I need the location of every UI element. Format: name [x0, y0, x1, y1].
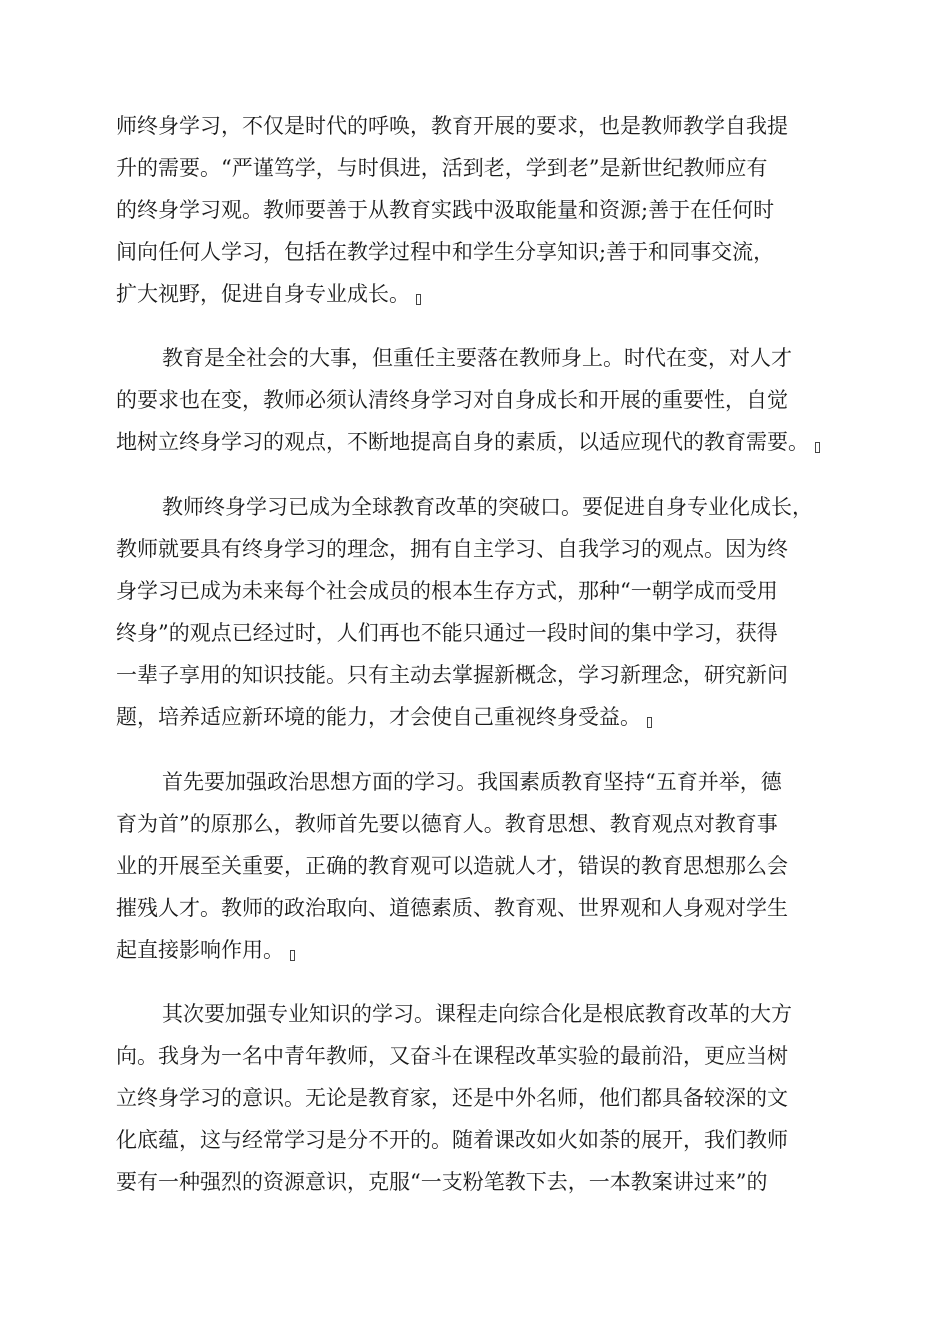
paragraph-line-text: 题，培养适应新环境的能力，才会使自己重视终身受益。 — [116, 705, 641, 729]
paragraph-mark-icon — [647, 717, 652, 728]
paragraph-line-last — [116, 929, 836, 971]
paragraph-line: 身学习已成为未来每个社会成员的根本生存方式，那种“一朝学成而受用 — [116, 579, 778, 603]
paragraph-line: 升的需要。“严谨笃学，与时俱进，活到老，学到老”是新世纪教师应有 — [116, 156, 768, 180]
paragraph-line: 的要求也在变，教师必须认清终身学习对自身成长和开展的重要性，自觉 — [116, 388, 788, 412]
paragraph-line: 摧残人才。教师的政治取向、道德素质、教育观、世界观和人身观对学生 — [116, 896, 788, 920]
paragraph-line-text: 扩大视野，促进自身专业成长。 — [116, 282, 410, 306]
paragraph-line: 终身”的观点已经过时，人们再也不能只通过一段时间的集中学习，获得 — [116, 621, 778, 645]
paragraph-line: 教育是全社会的大事，但重任主要落在教师身上。时代在变，对人才 — [162, 346, 792, 370]
paragraph-line-last — [116, 273, 836, 315]
paragraph-line-text: 地树立终身学习的观点，不断地提高自身的素质，以适应现代的教育需要。 — [116, 430, 809, 454]
paragraph-line: 育为首”的原那么，教师首先要以德育人。教育思想、教育观点对教育事 — [116, 812, 778, 836]
paragraph-2 — [116, 337, 836, 463]
paragraph-line: 教师终身学习已成为全球教育改革的突破口。要促进自身专业化成长， — [162, 495, 813, 519]
paragraph-line-last — [116, 421, 836, 463]
paragraph-4 — [116, 761, 836, 971]
paragraph-line: 向。我身为一名中青年教师，又奋斗在课程改革实验的最前沿，更应当树 — [116, 1044, 788, 1068]
paragraph-line-last — [116, 696, 836, 738]
paragraph-line: 业的开展至关重要，正确的教育观可以造就人才，错误的教育思想那么会 — [116, 854, 788, 878]
paragraph-line: 首先要加强政治思想方面的学习。我国素质教育坚持“五育并举，德 — [162, 770, 782, 794]
paragraph-line: 立终身学习的意识。无论是教育家，还是中外名师，他们都具备较深的文 — [116, 1086, 788, 1110]
paragraph-line: 的终身学习观。教师要善于从教育实践中汲取能量和资源;善于在任何时 — [116, 198, 775, 222]
paragraph-line: 化底蕴，这与经常学习是分不开的。随着课改如火如荼的展开，我们教师 — [116, 1128, 788, 1152]
paragraph-line: 要有一种强烈的资源意识，克服“一支粉笔教下去，一本教案讲过来”的 — [116, 1170, 768, 1194]
paragraph-line: 其次要加强专业知识的学习。课程走向综合化是根底教育改革的大方 — [162, 1002, 792, 1026]
paragraph-mark-icon — [290, 950, 295, 961]
paragraph-1 — [116, 105, 836, 315]
paragraph-3 — [116, 486, 836, 738]
paragraph-line: 间向任何人学习，包括在教学过程中和学生分享知识;善于和同事交流， — [116, 240, 775, 264]
paragraph-line: 一辈子享用的知识技能。只有主动去掌握新概念，学习新理念，研究新问 — [116, 663, 788, 687]
paragraph-mark-icon — [416, 294, 421, 305]
paragraph-5 — [116, 993, 836, 1203]
paragraph-line-text: 起直接影响作用。 — [116, 938, 284, 962]
paragraph-mark-icon — [815, 442, 820, 453]
paragraph-line: 教师就要具有终身学习的理念，拥有自主学习、自我学习的观点。因为终 — [116, 537, 788, 561]
paragraph-line: 师终身学习，不仅是时代的呼唤，教育开展的要求，也是教师教学自我提 — [116, 114, 788, 138]
